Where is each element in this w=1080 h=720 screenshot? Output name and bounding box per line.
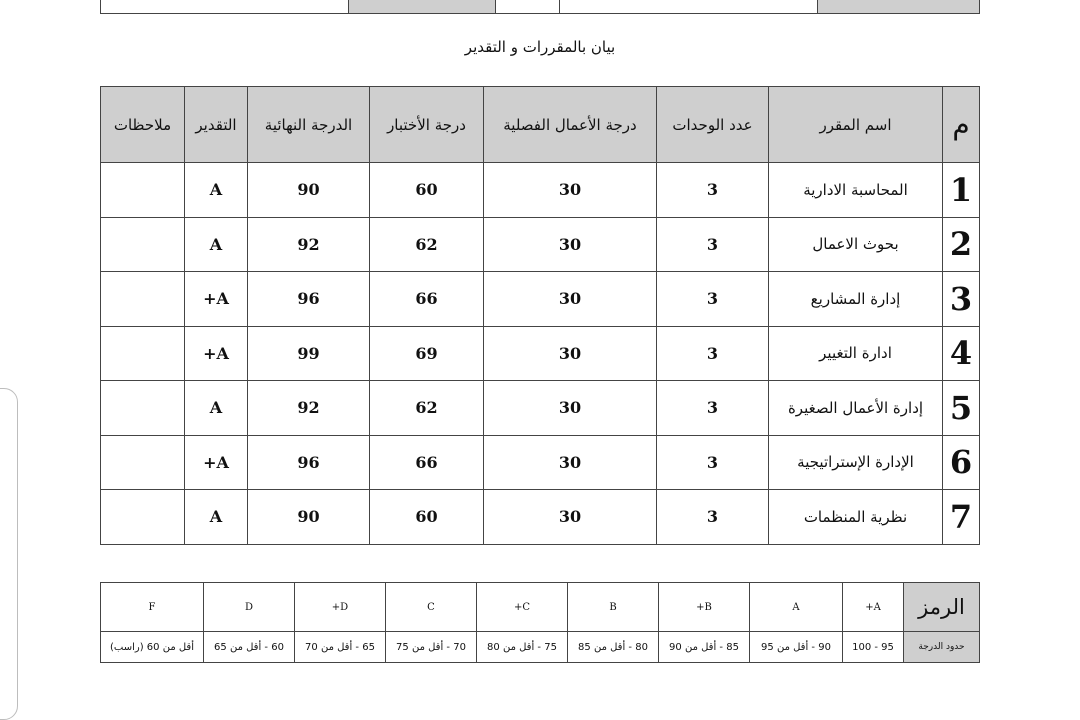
grade-code-cell: A: [750, 583, 843, 632]
units-cell: 3: [657, 381, 769, 436]
coursework-cell: 30: [484, 217, 657, 272]
notes-cell: [101, 326, 185, 381]
grade-code-cell: D+: [295, 583, 386, 632]
course-name: بحوث الاعمال: [769, 217, 943, 272]
table-row: [101, 381, 980, 436]
table-header-row: [101, 87, 980, 163]
grade-code-cell: B+: [659, 583, 750, 632]
exam-cell: 66: [370, 435, 484, 490]
course-name: إدارة الأعمال الصغيرة: [769, 381, 943, 436]
grade-range-cell: 85 - أقل من 90: [659, 632, 750, 663]
final-cell: 92: [248, 381, 370, 436]
units-cell: 3: [657, 217, 769, 272]
grade-range-cell: 80 - أقل من 85: [568, 632, 659, 663]
section-title: بيان بالمقررات و التقدير: [464, 38, 616, 56]
final-cell: 96: [248, 272, 370, 327]
exam-cell: 62: [370, 381, 484, 436]
row-number: 6: [943, 435, 980, 490]
coursework-cell: 30: [484, 381, 657, 436]
exam-cell: 60: [370, 490, 484, 545]
fragment-cell: [496, 0, 560, 14]
fragment-cell: [101, 0, 349, 14]
coursework-cell: 30: [484, 163, 657, 218]
notes-cell: [101, 435, 185, 490]
coursework-cell: 30: [484, 326, 657, 381]
grade-code-cell: F: [101, 583, 204, 632]
grade-range-cell: 90 - أقل من 95: [750, 632, 843, 663]
header-final-score: الدرجة النهائية: [248, 87, 370, 163]
grade-code-cell: C: [386, 583, 477, 632]
exam-cell: 66: [370, 272, 484, 327]
exam-cell: 69: [370, 326, 484, 381]
course-name: إدارة المشاريع: [769, 272, 943, 327]
grade-ranges-row: [101, 632, 980, 663]
grade-code-cell: D: [204, 583, 295, 632]
final-cell: 90: [248, 490, 370, 545]
previous-table-fragment: [100, 0, 980, 14]
grade-range-label: حدود الدرجة: [904, 632, 980, 663]
table-row: [101, 163, 980, 218]
final-cell: 90: [248, 163, 370, 218]
grade-range-cell: 65 - أقل من 70: [295, 632, 386, 663]
grade-cell: A: [185, 490, 248, 545]
grade-range-cell: 60 - أقل من 65: [204, 632, 295, 663]
final-cell: 92: [248, 217, 370, 272]
header-grade: التقدير: [185, 87, 248, 163]
header-exam-score: درجة الأختبار: [370, 87, 484, 163]
grade-cell: A: [185, 381, 248, 436]
fragment-cell: [560, 0, 818, 14]
grade-range-cell: 70 - أقل من 75: [386, 632, 477, 663]
header-number: م: [943, 87, 980, 163]
row-number: 7: [943, 490, 980, 545]
grade-range-cell: 75 - أقل من 80: [477, 632, 568, 663]
exam-cell: 62: [370, 217, 484, 272]
course-name: ادارة التغيير: [769, 326, 943, 381]
table-row: [101, 217, 980, 272]
course-name: الإدارة الإستراتيجية: [769, 435, 943, 490]
grade-cell: A: [185, 163, 248, 218]
fragment-cell: [349, 0, 496, 14]
grade-cell: A+: [185, 435, 248, 490]
row-number: 2: [943, 217, 980, 272]
units-cell: 3: [657, 163, 769, 218]
grade-range-cell: 95 - 100: [843, 632, 904, 663]
grade-range-cell: أقل من 60 (راسب): [101, 632, 204, 663]
final-cell: 99: [248, 326, 370, 381]
grade-codes-row: [101, 583, 980, 632]
table-row: [101, 435, 980, 490]
notes-cell: [101, 217, 185, 272]
row-number: 5: [943, 381, 980, 436]
courses-table: [100, 86, 980, 545]
table-row: [101, 326, 980, 381]
grade-cell: A+: [185, 272, 248, 327]
grade-cell: A+: [185, 326, 248, 381]
notes-cell: [101, 163, 185, 218]
notes-cell: [101, 381, 185, 436]
units-cell: 3: [657, 326, 769, 381]
notes-cell: [101, 490, 185, 545]
header-notes: ملاحظات: [101, 87, 185, 163]
coursework-cell: 30: [484, 435, 657, 490]
grade-code-cell: C+: [477, 583, 568, 632]
grade-cell: A: [185, 217, 248, 272]
row-number: 4: [943, 326, 980, 381]
grade-code-cell: B: [568, 583, 659, 632]
grade-code-label: الرمز: [904, 583, 980, 632]
header-course-name: اسم المقرر: [769, 87, 943, 163]
coursework-cell: 30: [484, 272, 657, 327]
table-row: [101, 490, 980, 545]
course-name: المحاسبة الادارية: [769, 163, 943, 218]
row-number: 1: [943, 163, 980, 218]
header-units: عدد الوحدات: [657, 87, 769, 163]
course-name: نظرية المنظمات: [769, 490, 943, 545]
coursework-cell: 30: [484, 490, 657, 545]
units-cell: 3: [657, 272, 769, 327]
fragment-cell: [818, 0, 980, 14]
units-cell: 3: [657, 435, 769, 490]
exam-cell: 60: [370, 163, 484, 218]
units-cell: 3: [657, 490, 769, 545]
notes-cell: [101, 272, 185, 327]
final-cell: 96: [248, 435, 370, 490]
grade-code-cell: A+: [843, 583, 904, 632]
side-frame-edge: [0, 388, 18, 720]
table-row: [101, 272, 980, 327]
row-number: 3: [943, 272, 980, 327]
grading-scale-table: [100, 582, 980, 663]
header-coursework-score: درجة الأعمال الفصلية: [484, 87, 657, 163]
